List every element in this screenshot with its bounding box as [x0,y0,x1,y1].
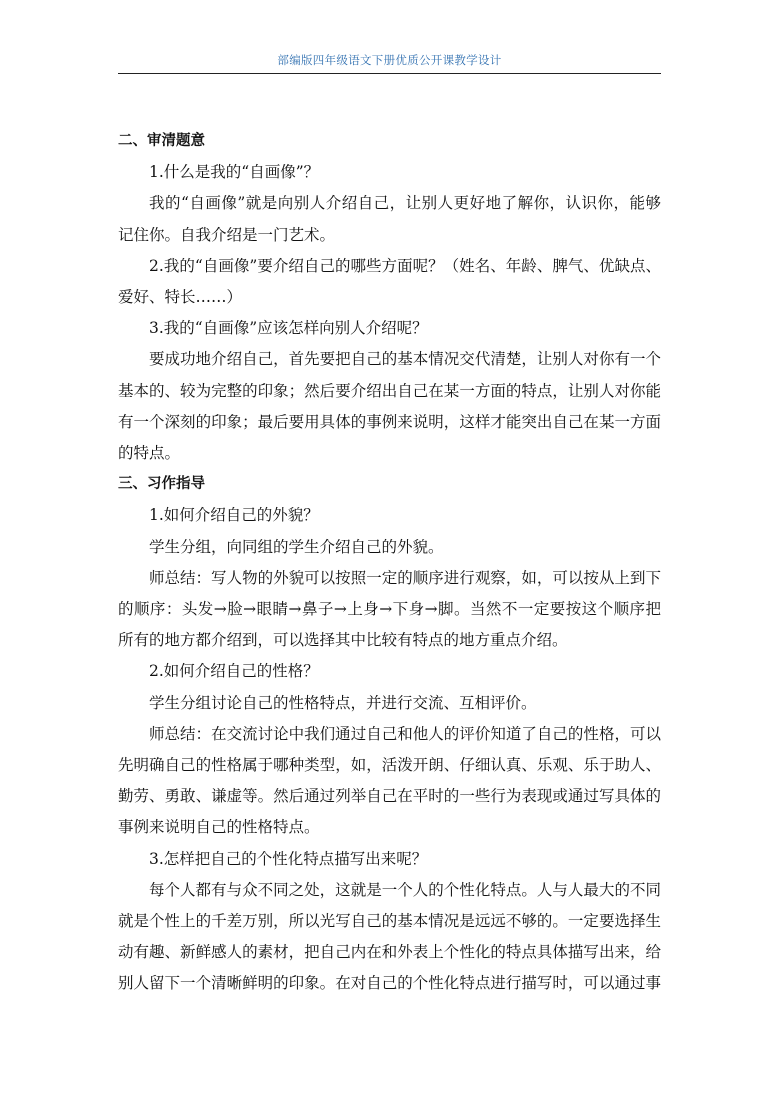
paragraph-line: 爱好、特长……） [118,288,243,307]
paragraph-line: 就是个性上的千差万别，所以光写自己的基本情况是远远不够的。一定要选择生 [118,912,661,931]
paragraph-line: 我的“自画像”就是向别人介绍自己，让别人更好地了解你，认识你，能够 [149,194,661,213]
question-1: 1.如何介绍自己的外貌？ [149,506,319,525]
section-heading-3: 三、习作指导 [118,476,205,493]
paragraph-line: 师总结：在交流讨论中我们通过自己和他人的评价知道了自己的性格，可以 [149,724,661,743]
paragraph-line: 所有的地方都介绍到，可以选择其中比较有特点的地方重点介绍。 [118,631,568,650]
page-header-title: 部编版四年级语文下册优质公开课教学设计 [277,53,502,67]
question-3: 3.怎样把自己的个性化特点描写出来呢？ [149,849,428,868]
paragraph-line: 事例来说明自己的性格特点。 [118,818,320,837]
paragraph-line: 有一个深刻的印象；最后要用具体的事例来说明，这样才能突出自己在某一方面 [118,412,661,431]
section-heading-2: 二、审清题意 [118,133,205,149]
document-body [118,126,661,1000]
paragraph-line: 记住你。自我介绍是一门艺术。 [118,225,336,244]
paragraph-line: 每个人都有与众不同之处，这就是一个人的个性化特点。人与人最大的不同 [149,880,661,899]
paragraph-line: 先明确自己的性格属于哪种类型，如，活泼开朗、仔细认真、乐观、乐于助人、 [118,756,661,775]
question-1: 1.什么是我的“自画像”？ [149,163,320,182]
paragraph-line: 学生分组，向同组的学生介绍自己的外貌。 [149,537,444,556]
paragraph-line: 别人留下一个清晰鲜明的印象。在对自己的个性化特点进行描写时，可以通过事 [118,974,661,993]
paragraph-line: 的特点。 [118,444,181,463]
paragraph-line: 要成功地介绍自己，首先要把自己的基本情况交代清楚，让别人对你有一个 [149,350,661,369]
question-3: 3.我的“自画像”应该怎样向别人介绍呢？ [149,319,428,338]
header-divider [118,73,661,74]
question-2: 2.如何介绍自己的性格？ [149,662,319,681]
paragraph-line: 基本的、较为完整的印象；然后要介绍出自己在某一方面的特点，让别人对你能 [118,381,661,400]
question-2: 2.我的“自画像”要介绍自己的哪些方面呢？（姓名、年龄、脾气、优缺点、 [149,256,661,275]
paragraph-line: 动有趣、新鲜感人的素材，把自己内在和外表上个性化的特点具体描写出来，给 [118,943,661,962]
paragraph-line: 的顺序：头发→脸→眼睛→鼻子→上身→下身→脚。当然不一定要按这个顺序把 [118,600,661,619]
paragraph-line: 师总结：写人物的外貌可以按照一定的顺序进行观察，如，可以按从上到下 [149,568,661,587]
paragraph-line: 勤劳、勇敢、谦虚等。然后通过列举自己在平时的一些行为表现或通过写具体的 [118,787,661,806]
paragraph-line: 学生分组讨论自己的性格特点，并进行交流、互相评价。 [149,693,537,712]
